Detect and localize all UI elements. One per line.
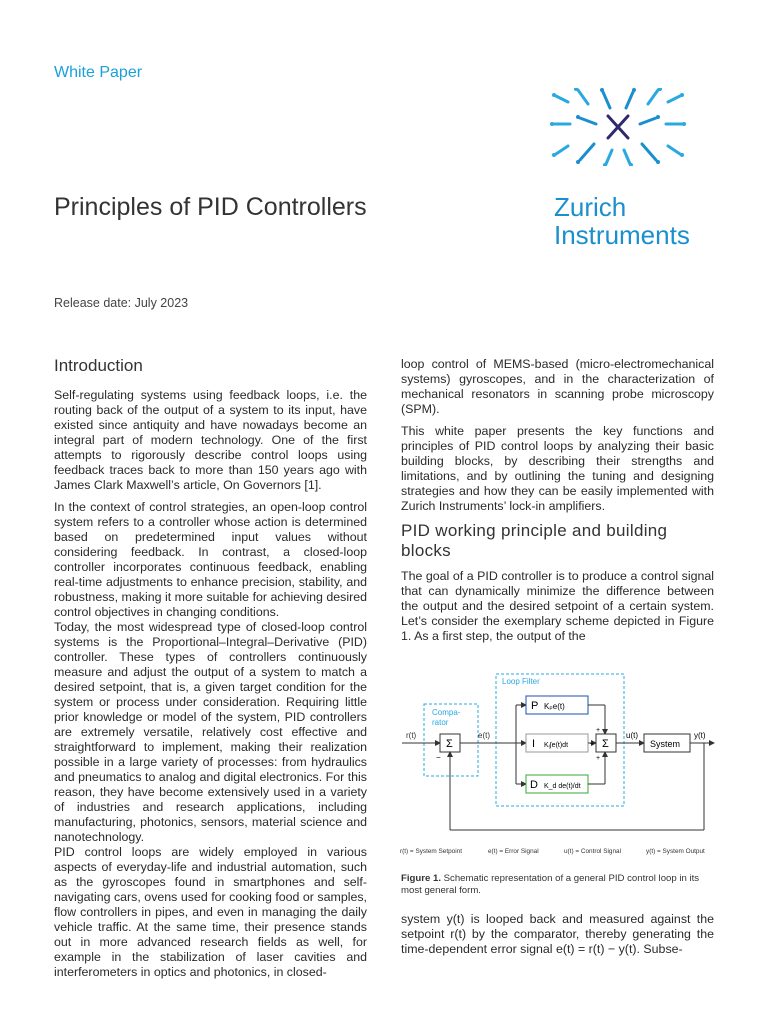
left-column — [54, 356, 367, 980]
document-title: Principles of PID Controllers — [54, 193, 367, 221]
setpoint-label: r(t) — [406, 731, 417, 740]
section-heading-pid-principle: PID working principle and building blocks — [401, 521, 668, 560]
caption-text: Schematic representation of a general PID control loop in its most general form. — [401, 873, 700, 896]
i-letter: I — [532, 738, 536, 750]
paragraph: PID control loops are widely employed in various aspects of everyday-life and industrial automation, such as the gyroscopes found in smartphones and self-navigating cars, ovens used for cooking food or samples, flow controllers in pipes, and even in managing the daily vehicle traffic. At the same time, their presence stands out in more advanced research fields as well, for example in the stabilization of laser cavities and interferometers in optics and photonics, in closed- — [54, 845, 367, 979]
paragraph: Self-regulating systems using feedback loops, i.e. the routing back of the output of a system to its input, have existed since antiquity and have nowadays become an integral part of modern technology. One of the first attempts to rigorously describe control loops using feedback traces back to more than 150 years ago with James Clark Maxwell’s article, On Governors [1]. — [54, 388, 367, 492]
zurich-instruments-logo — [548, 88, 688, 166]
brand-line-2: Instruments — [554, 220, 690, 250]
p-letter: P — [531, 700, 539, 712]
document-kicker: White Paper — [54, 64, 143, 81]
loop-filter-label: Loop Filter — [502, 677, 540, 686]
right-column — [401, 357, 714, 651]
comparator-label-2: rator — [432, 718, 449, 727]
p-term: Kₚe(t) — [544, 702, 565, 711]
error-label: e(t) — [478, 731, 490, 740]
d-letter: D — [530, 779, 538, 791]
brand-line-1: Zurich — [554, 192, 627, 222]
paragraph: The goal of a PID controller is to produce a control signal that can dynamically minimize the difference between the output and the desired setpoint of a certain system. Let’s consider the exemplary scheme depicted in Figure 1. As a first step, the output of the — [401, 569, 714, 643]
paragraph: system y(t) is looped back and measured against the setpoint r(t) by the comparator, thereby generating the time-dependent error signal e(t) = r(t) − y(t). Subse- — [401, 912, 714, 956]
paragraph: loop control of MEMS-based (micro-electromechanical systems) gyroscopes, and in the characterization of mechanical resonators in scanning probe microscopy (SPM). — [401, 357, 714, 416]
release-date: Release date: July 2023 — [54, 296, 189, 310]
plus-sign-bottom: + — [596, 755, 601, 762]
legend-control: u(t) = Control Signal — [564, 848, 622, 855]
section-heading-introduction: Introduction — [54, 356, 143, 375]
paragraph: Today, the most widespread type of closed-loop control systems is the Proportional–Integral–Derivative (PID) controller. These types of controllers continuously measure and adjust the output of a system to match a desired setpoint, that is, a given target condition for the system or process under consideration. Requiring little prior knowledge or model of the system, PID controllers are extremely versatile, relatively cost effective and straightforward to implement, making their realization possible in a large variety of processes: from hydraulics and pneumatics to analog and digital electronics. For this reason, they have become extensively used in a variety of industries and research applications, including manufacturing, photonics, sensors, material science and nanotechnology. — [54, 620, 367, 844]
figure-caption — [401, 873, 714, 897]
comparator-sigma: Σ — [446, 738, 453, 750]
pid-loop-diagram — [398, 670, 718, 860]
plus-sign-top: + — [596, 727, 601, 734]
caption-label: Figure 1. — [401, 873, 441, 884]
right-column-continued — [401, 912, 714, 957]
d-term: K_d de(t)/dt — [544, 783, 581, 790]
system-label: System — [650, 739, 681, 749]
i-term: Kᵢ∫e(t)dt — [544, 742, 569, 749]
legend-setpoint: r(t) = System Setpoint — [400, 848, 462, 855]
plus-sign-mid: + — [590, 741, 595, 748]
paragraph: In the context of control strategies, an open-loop control system refers to a controller whose action is determined based on predetermined input values without considering feedback. In contrast, a closed-loop controller incorporates continuous feedback, enabling real-time adjustments to enhance precision, stability, and robustness, making it more suitable for achieving desired control objectives in changing conditions. — [54, 500, 367, 619]
paragraph: This white paper presents the key functions and principles of PID control loops by analyzing their basic building blocks, by describing their strengths and limitations, and by outlining the tuning and designing strategies and how they can be easily implemented with Zurich Instruments’ lock-in amplifiers. — [401, 424, 714, 513]
control-signal-label: u(t) — [626, 731, 638, 740]
brand-name — [554, 193, 690, 249]
legend-error: e(t) = Error Signal — [488, 848, 539, 855]
output-label: y(t) — [694, 731, 706, 740]
sum-sigma: Σ — [602, 738, 609, 750]
legend-output: y(t) = System Output — [646, 848, 705, 855]
comparator-label-1: Compa- — [432, 708, 461, 717]
minus-sign: − — [436, 753, 441, 762]
